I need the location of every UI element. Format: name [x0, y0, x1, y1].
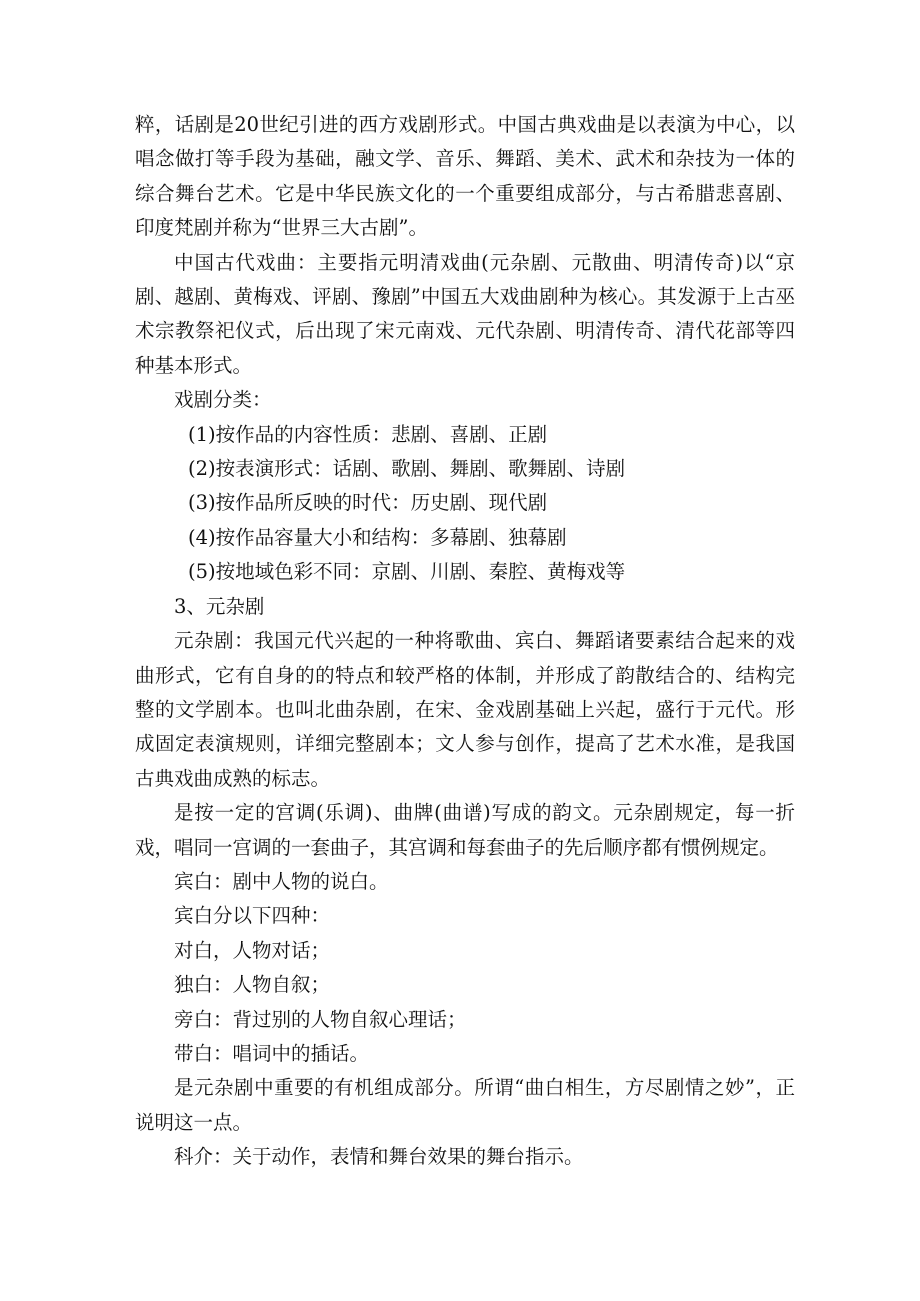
paragraph-binbai-definition: 宾白：剧中人物的说白。	[174, 869, 389, 893]
list-item-classification-1: (1)按作品的内容性质：悲剧、喜剧、正剧	[188, 422, 548, 446]
paragraph-binbai-types: 宾白分以下四种：	[174, 904, 331, 928]
paragraph-classification-heading: 戏剧分类：	[174, 388, 272, 412]
document-page	[135, 108, 795, 1175]
paragraph-yuan-zaju-definition: 元杂剧：我国元代兴起的一种将歌曲、宾白、舞蹈诸要素结合起来的戏曲形式，它有自身的的特点和较严格的体制，并形成了韵散结合的、结构完整的文学剧本。也叫北曲杂剧，在宋、金戏剧基础上兴起，盛行于元代。形成固定表演规则，详细完整剧本；文人参与创作，提高了艺术水准，是我国古典戏曲成熟的标志。	[135, 629, 795, 790]
paragraph-ancient-opera: 中国古代戏曲：主要指元明清戏曲(元杂剧、元散曲、明清传奇)以“京剧、越剧、黄梅戏、评剧、豫剧”中国五大戏曲剧种为核心。其发源于上古巫术宗教祭祀仪式，后出现了宋元南戏、元代杂剧、明清传奇、清代花部等四种基本形式。	[135, 250, 795, 377]
list-item-dubai: 独白：人物自叙；	[174, 973, 331, 997]
list-item-duibai: 对白，人物对话；	[174, 938, 331, 962]
list-item-classification-4: (4)按作品容量大小和结构：多幕剧、独幕剧	[188, 525, 567, 549]
paragraph-intro: 粹，话剧是20世纪引进的西方戏剧形式。中国古典戏曲是以表演为中心，以唱念做打等手段为基础，融文学、音乐、舞蹈、美术、武术和杂技为一体的综合舞台艺术。它是中华民族文化的一个重要组成部分，与古希腊悲喜剧、印度梵剧并称为“世界三大古剧”。	[135, 113, 795, 240]
list-item-classification-5: (5)按地域色彩不同：京剧、川剧、秦腔、黄梅戏等	[188, 560, 626, 584]
list-item-classification-3: (3)按作品所反映的时代：历史剧、现代剧	[188, 491, 548, 515]
list-item-pangbai: 旁白：背过别的人物自叙心理话；	[174, 1007, 467, 1031]
list-item-classification-2: (2)按表演形式：话剧、歌剧、舞剧、歌舞剧、诗剧	[188, 457, 626, 481]
list-item-daibai: 带白：唱词中的插话。	[174, 1041, 370, 1065]
section-heading-yuan-zaju: 3、元杂剧	[174, 594, 265, 618]
paragraph-kejie: 科介：关于动作，表情和舞台效果的舞台指示。	[174, 1145, 584, 1169]
paragraph-tune-rules: 是按一定的宫调(乐调)、曲牌(曲谱)写成的韵文。元杂剧规定，每一折戏，唱同一宫调的一套曲子，其宫调和每套曲子的先后顺序都有惯例规定。	[135, 801, 795, 859]
paragraph-binbai-role: 是元杂剧中重要的有机组成部分。所谓“曲白相生，方尽剧情之妙”，正说明这一点。	[135, 1076, 795, 1134]
